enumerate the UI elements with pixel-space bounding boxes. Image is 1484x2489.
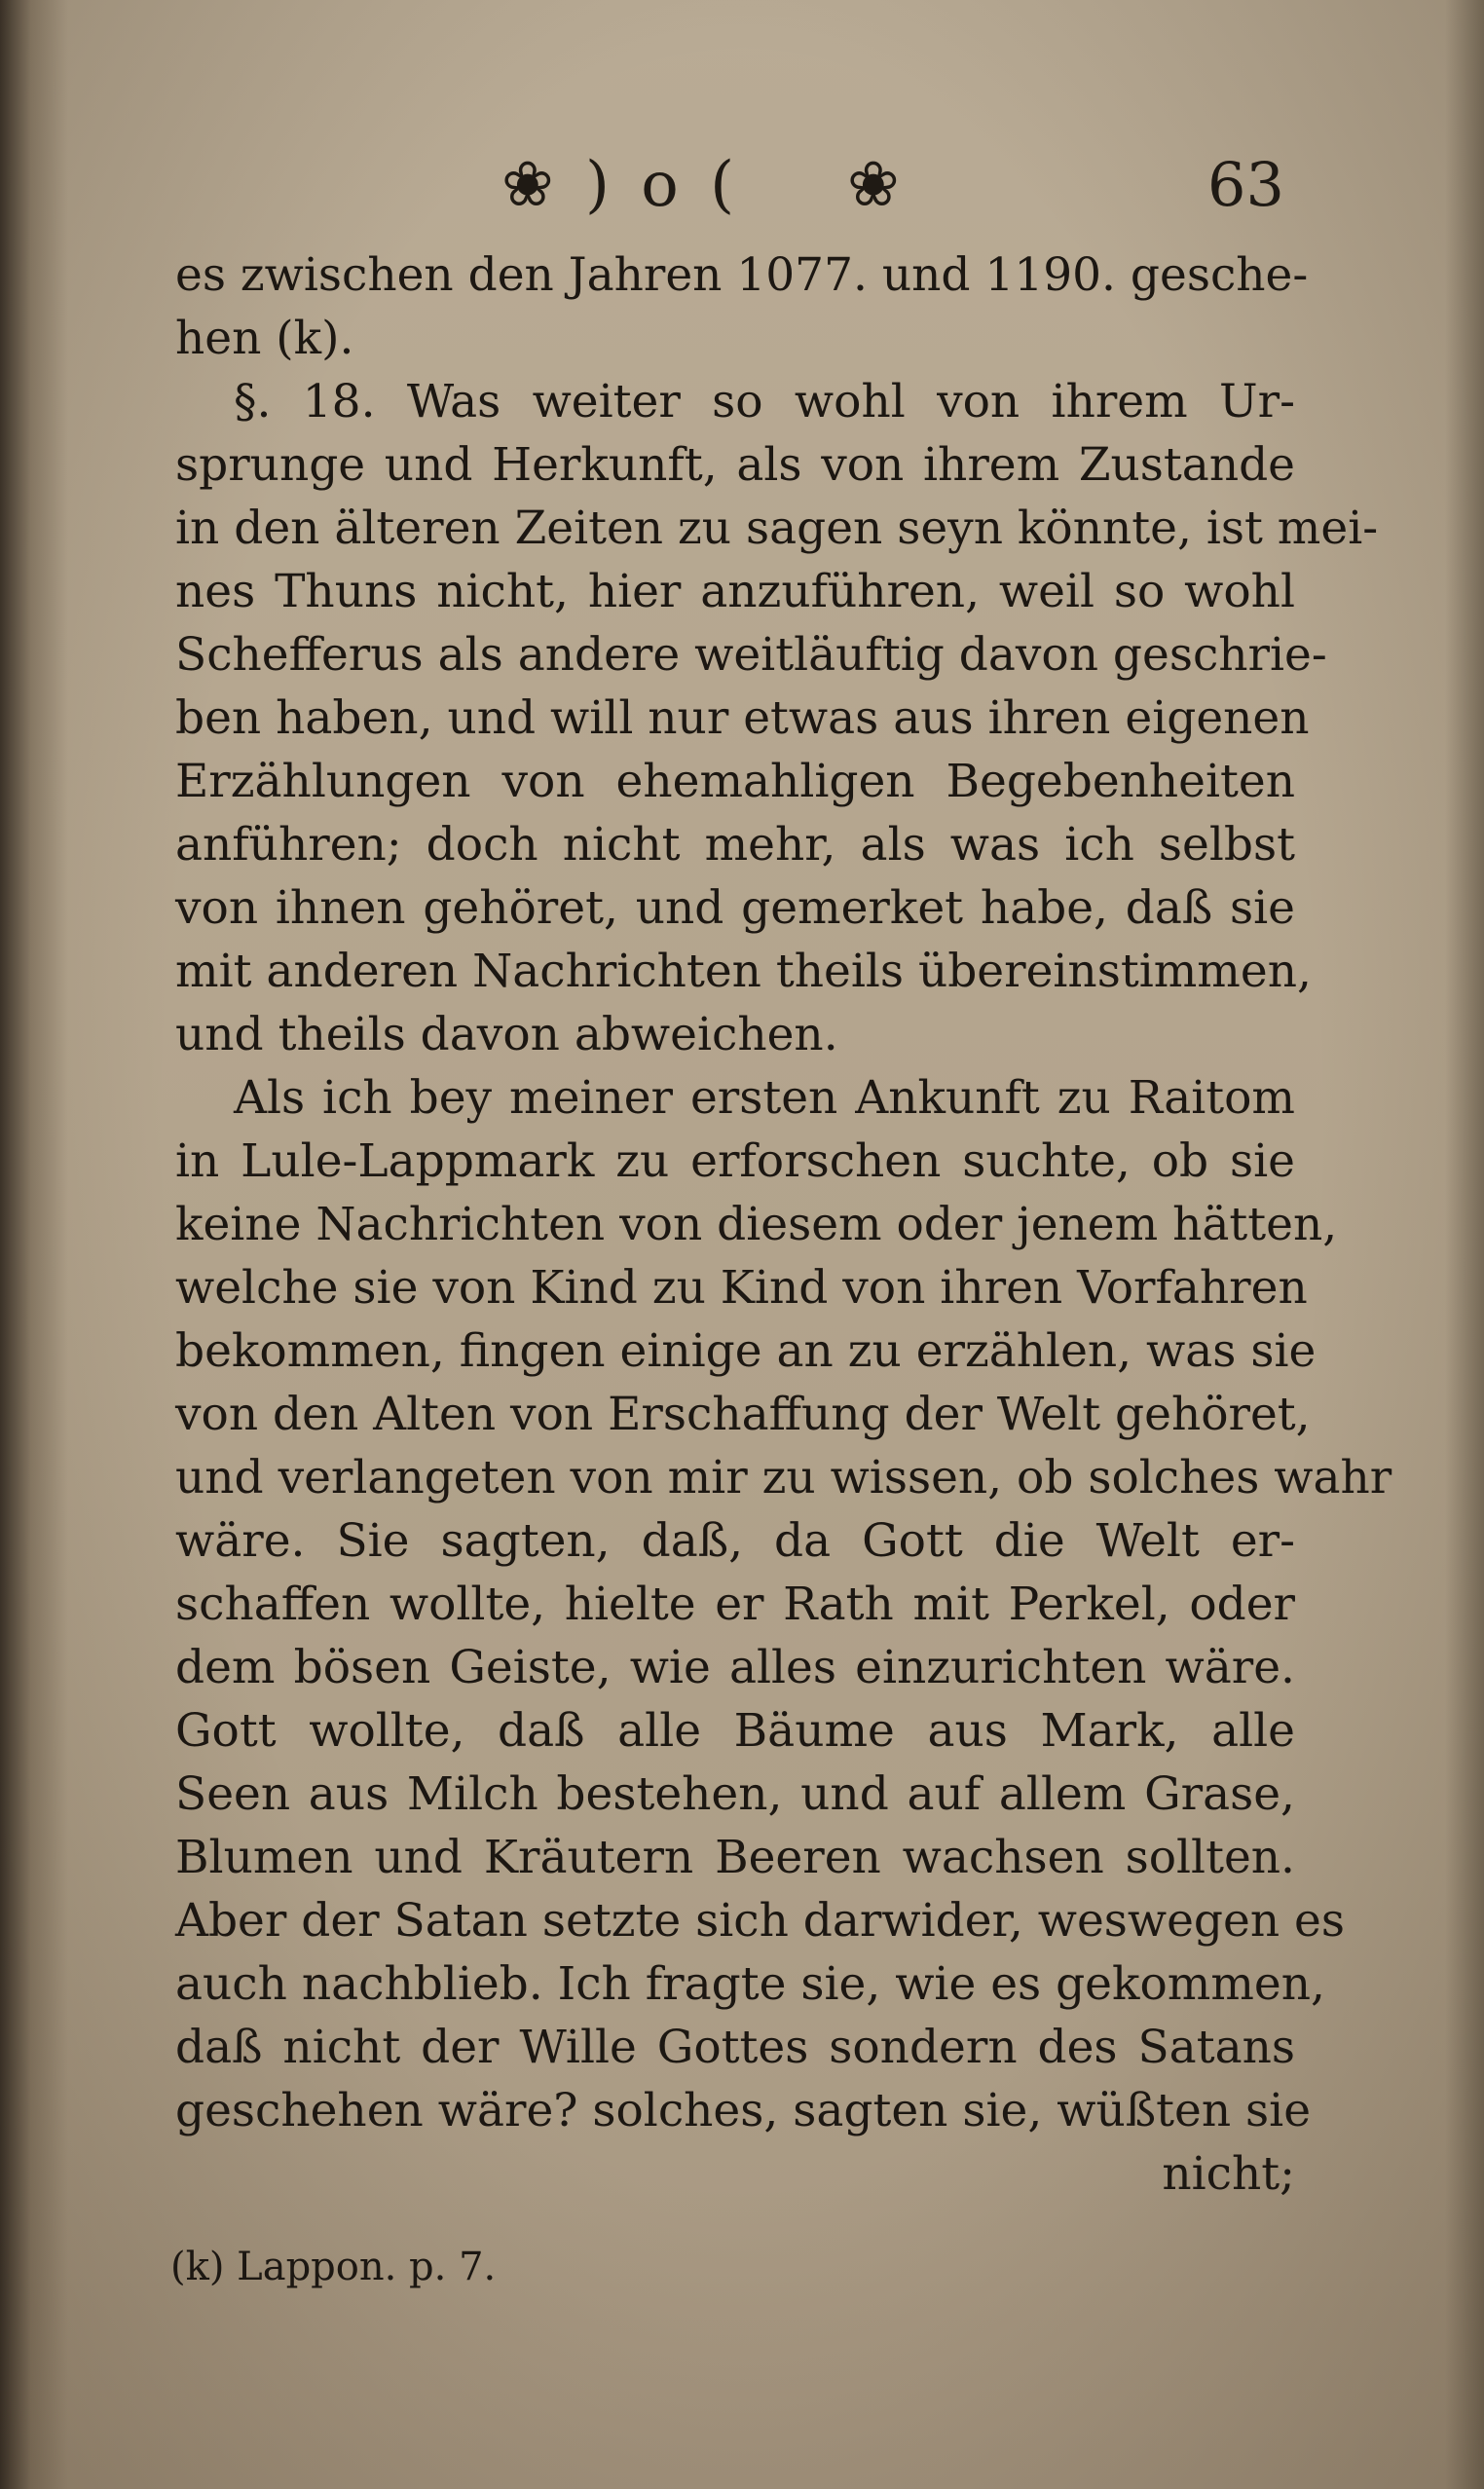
text-line: mit anderen Nachrichten theils übereinstimmen, bbox=[175, 945, 1312, 998]
header-ornament-left: ❀ ) o ( bbox=[501, 149, 741, 221]
text-line: auch nachblieb. Ich fragte sie, wie es gekommen, bbox=[175, 1957, 1325, 2011]
text-line: daß nicht der Wille Gottes sondern des Satans bbox=[175, 2021, 1295, 2074]
text-line: von den Alten von Erschaffung der Welt gehöret, bbox=[175, 1388, 1311, 1441]
text-line: und verlangeten von mir zu wissen, ob solches wahr bbox=[175, 1451, 1392, 1505]
body-text bbox=[175, 243, 1392, 2206]
text-line: in den älteren Zeiten zu sagen seyn könnte, ist mei- bbox=[175, 502, 1379, 555]
footnote: (k) Lappon. p. 7. bbox=[170, 2245, 497, 2289]
text-line: keine Nachrichten von diesem oder jenem hätten, bbox=[175, 1198, 1338, 1251]
text-line: Als ich bey meiner ersten Ankunft zu Raitom bbox=[234, 1071, 1295, 1125]
text-line: geschehen wäre? solches, sagten sie, wüßten sie bbox=[175, 2084, 1312, 2137]
text-line: wäre. Sie sagten, daß, da Gott die Welt er- bbox=[175, 1514, 1295, 1568]
text-line: Seen aus Milch bestehen, und auf allem Grase, bbox=[175, 1767, 1295, 1821]
text-line: Schefferus als andere weitläuftig davon geschrie- bbox=[175, 628, 1327, 682]
text-line: hen (k). bbox=[175, 312, 354, 365]
catchword: nicht; bbox=[1162, 2147, 1295, 2201]
text-line: Aber der Satan setzte sich darwider, weswegen es bbox=[175, 1894, 1345, 1948]
running-header bbox=[0, 146, 1484, 234]
text-line: welche sie von Kind zu Kind von ihren Vorfahren bbox=[175, 1261, 1308, 1315]
text-line: bekommen, fingen einige an zu erzählen, was sie bbox=[175, 1324, 1317, 1378]
text-line: nes Thuns nicht, hier anzuführen, weil so wohl bbox=[175, 565, 1295, 618]
text-line: dem bösen Geiste, wie alles einzurichten wäre. bbox=[175, 1641, 1295, 1694]
header-ornament-right: ❀ bbox=[847, 149, 906, 221]
text-line: anführen; doch nicht mehr, als was ich selbst bbox=[175, 818, 1295, 872]
page-gutter-shadow bbox=[0, 0, 68, 2489]
text-line: schaffen wollte, hielte er Rath mit Perkel, oder bbox=[175, 1578, 1295, 1631]
page-edge-shadow bbox=[1445, 0, 1484, 2489]
text-line: sprunge und Herkunft, als von ihrem Zustande bbox=[175, 438, 1295, 492]
page-number: 63 bbox=[1207, 149, 1284, 220]
text-line: und theils davon abweichen. bbox=[175, 1008, 838, 1061]
text-line: es zwischen den Jahren 1077. und 1190. gesche- bbox=[175, 248, 1309, 302]
text-line: Erzählungen von ehemahligen Begebenheiten bbox=[175, 755, 1295, 808]
text-line: in Lule-Lappmark zu erforschen suchte, ob sie bbox=[175, 1134, 1295, 1188]
text-line: Gott wollte, daß alle Bäume aus Mark, alle bbox=[175, 1704, 1295, 1758]
text-line: ben haben, und will nur etwas aus ihren eigenen bbox=[175, 691, 1310, 745]
text-line: von ihnen gehöret, und gemerket habe, daß sie bbox=[175, 881, 1295, 935]
text-line: Blumen und Kräutern Beeren wachsen sollten. bbox=[175, 1831, 1295, 1884]
text-line: §. 18. Was weiter so wohl von ihrem Ur- bbox=[234, 375, 1295, 428]
